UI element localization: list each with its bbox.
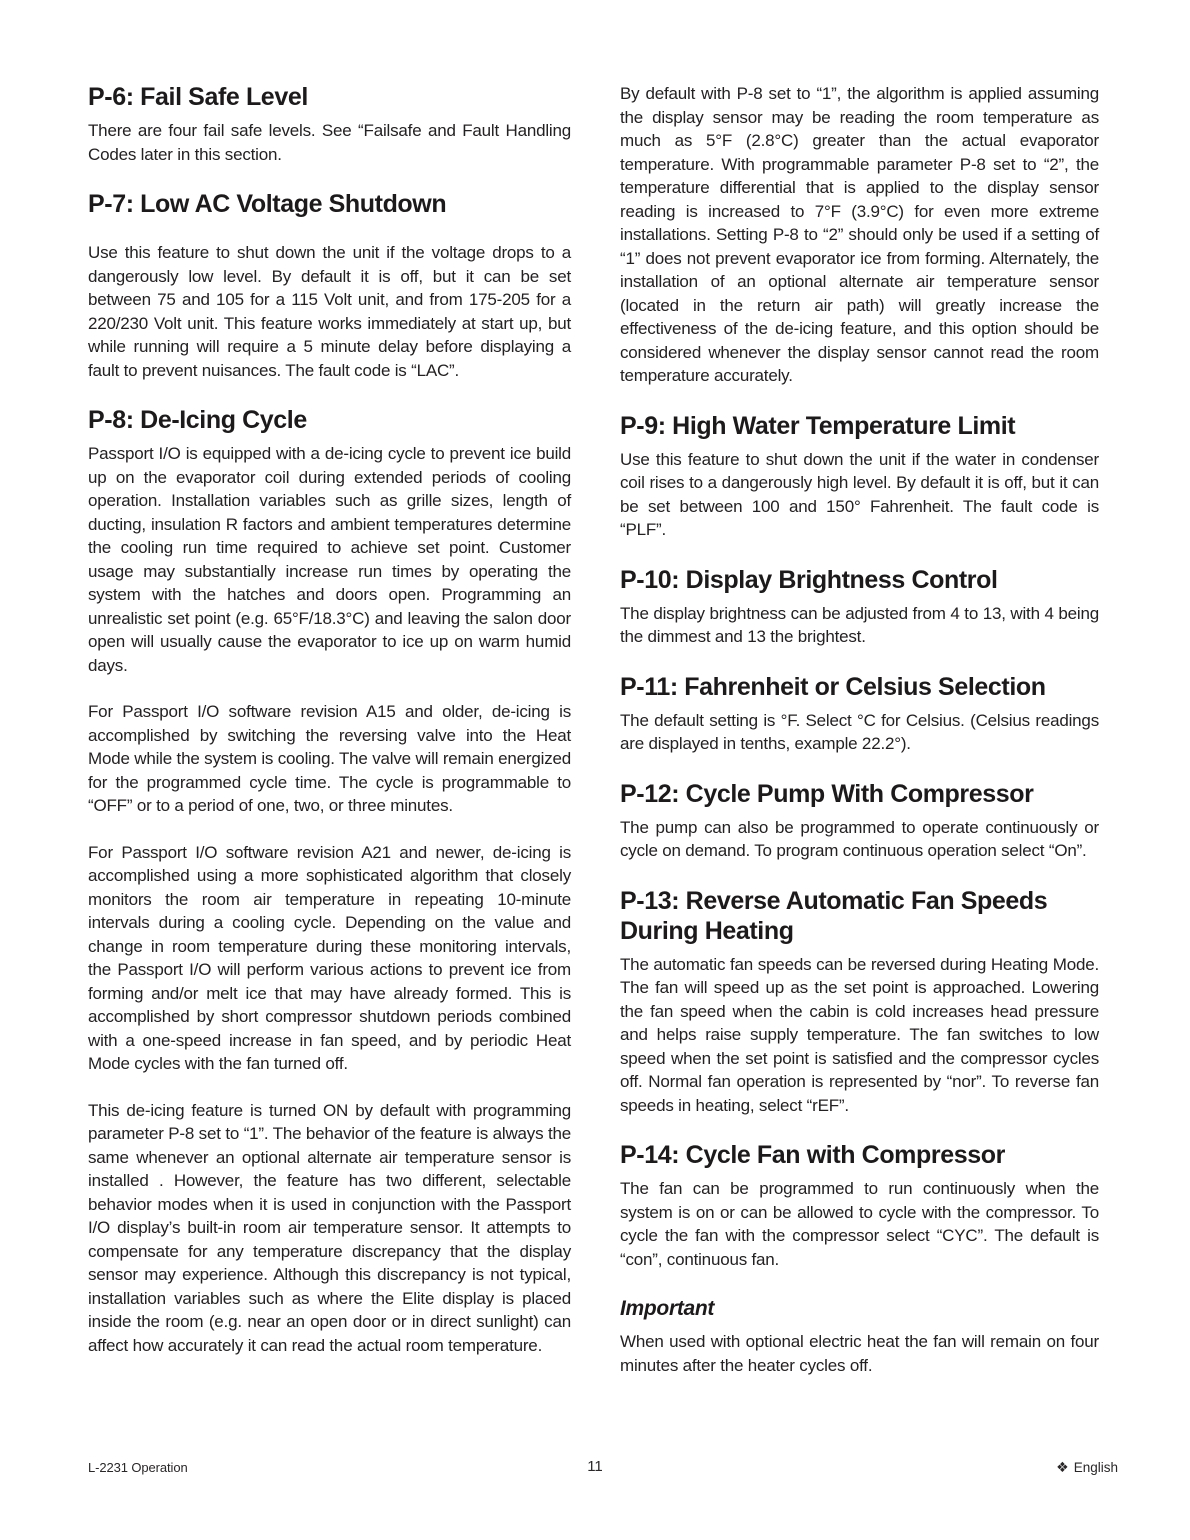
language-label <box>1056 1459 1118 1476</box>
paragraph-p7: Use this feature to shut down the unit if the voltage drops to a dangerously low level. By default it is off, but it can be set between 75 and 105 for a 115 Volt unit, and from 175-205 for a 220/230 Volt unit. This feature works immediately at start up, but while running will require a 5 minute delay before displaying a fault to prevent nuisances. The fault code is “LAC”. <box>88 243 571 380</box>
paragraph-p8-continued: By default with P-8 set to “1”, the algorithm is applied assuming the display sensor may be reading the room temperature as much as 5°F (2.8°C) greater than the actual evaporator temperature. With programmable parameter P-8 set to “2”, the temperature differential that is applied to the display sensor reading is increased to 7°F (3.9°C) for even more extreme installations. Setting P-8 to “2” should only be used if a setting of “1” does not prevent evaporator ice from forming. Alternately, the installation of an optional alternate air temperature sensor (located in the return air path) will greatly increase the effectiveness of the de-icing feature, and this option should be considered whenever the display sensor cannot read the room temperature accurately. <box>620 84 1099 385</box>
right-column <box>620 82 1099 1377</box>
section-heading-p6: P-6: Fail Safe Level <box>88 83 308 111</box>
paragraph-p11: The default setting is °F. Select °C for Celsius. (Celsius readings are displayed in tenths, example 22.2°). <box>620 710 1099 753</box>
section-heading-p8: P-8: De-Icing Cycle <box>88 406 307 434</box>
diamond-icon: ❖ <box>1056 1459 1069 1475</box>
section-heading-p9: P-9: High Water Temperature Limit <box>620 411 1016 440</box>
section-heading-p7: P-7: Low AC Voltage Shutdown <box>88 190 447 218</box>
language-text: English <box>1073 1460 1118 1475</box>
paragraph-p10: The display brightness can be adjusted from 4 to 13, with 4 being the dimmest and 13 the brightest. <box>620 603 1099 646</box>
paragraph-p12: The pump can also be programmed to operate continuously or cycle on demand. To program continuous operation select “On”. <box>620 817 1099 860</box>
paragraph-p6: There are four fail safe levels. See “Failsafe and Fault Handling Codes later in this section. <box>88 121 571 164</box>
paragraph-p9: Use this feature to shut down the unit if the water in condenser coil rises to a dangerously high level. By default it is off, but it can be set between 100 and 150° Fahrenheit. The fault code is “PLF”. <box>620 449 1099 539</box>
paragraph-important: When used with optional electric heat the fan will remain on four minutes after the heater cycles off. <box>620 1332 1099 1375</box>
important-note-heading: Important <box>620 1297 715 1320</box>
paragraph-p13: The automatic fan speeds can be reversed during Heating Mode. The fan will speed up as the set point is approached. Lowering the fan speed when the cabin is cold increases head pressure and helps raise supply temperature. The fan switches to low speed when the set point is satisfied and the compressor cycles off. Normal fan operation is represented by “nor”. To reverse fan speeds in heating, select “rEF”. <box>620 954 1099 1115</box>
paragraph-p14: The fan can be programmed to run continuously when the system is on or can be allowed to cycle with the compressor. To cycle the fan with the compressor select “CYC”. The default is “con”, continuous fan. <box>620 1179 1099 1269</box>
section-heading-p10: P-10: Display Brightness Control <box>620 565 998 594</box>
section-heading-p13: P-13: Reverse Automatic Fan Speeds During Heating <box>620 886 1048 945</box>
page-footer <box>0 1456 1190 1482</box>
section-heading-p14: P-14: Cycle Fan with Compressor <box>620 1141 1005 1169</box>
paragraph-p8-3: For Passport I/O software revision A21 and newer, de-icing is accomplished using a more sophisticated algorithm that closely monitors the room air temperature in repeating 10-minute intervals during a cooling cycle. Depending on the value and change in room temperature during these monitoring intervals, the Passport I/O will perform various actions to prevent ice from forming and/or melt ice that may have already formed. This is accomplished by short compressor shutdown periods combined with a one-speed increase in fan speed, and by periodic Heat Mode cycles with the fan turned off. <box>88 842 571 1073</box>
left-column <box>88 82 571 1357</box>
section-heading-p11: P-11: Fahrenheit or Celsius Selection <box>620 672 1046 701</box>
paragraph-p8-4: This de-icing feature is turned ON by default with programming parameter P-8 set to “1”. The behavior of the feature is always the same whenever an optional alternate air temperature sensor is installed . However, the feature has two different, selectable behavior modes when it is used in conjunction with the Passport I/O display’s built-in room air temperature sensor. It attempts to compensate for any temperature discrepancy that the display sensor may experience. Although this discrepancy is not typical, installation variables such as where the Elite display is placed inside the room (e.g. near an open door or in direct sunlight) can affect how accurately it can read the actual room temperature. <box>88 1100 571 1355</box>
section-heading-p12: P-12: Cycle Pump With Compressor <box>620 779 1034 808</box>
paragraph-p8-1: Passport I/O is equipped with a de-icing cycle to prevent ice build up on the evaporator coil during extended periods of cooling operation. Installation variables such as grille sizes, length of ducting, insulation R factors and ambient temperatures determine the cooling run time required to achieve set point. Customer usage may substantially increase run times by operating the system with the hatches and doors open. Programming an unrealistic set point (e.g. 65°F/18.3°C) and leaving the salon door open will usually cause the evaporator to ice up on warm humid days. <box>88 444 571 675</box>
paragraph-p8-2: For Passport I/O software revision A15 and older, de-icing is accomplished by switching the reversing valve into the Heat Mode while the system is cooling. The valve will remain energized for the programmed cycle time. The cycle is programmable to “OFF” or to a period of one, two, or three minutes. <box>88 702 571 815</box>
doc-code: L-2231 Operation <box>88 1460 188 1475</box>
page-number: 11 <box>587 1458 603 1475</box>
